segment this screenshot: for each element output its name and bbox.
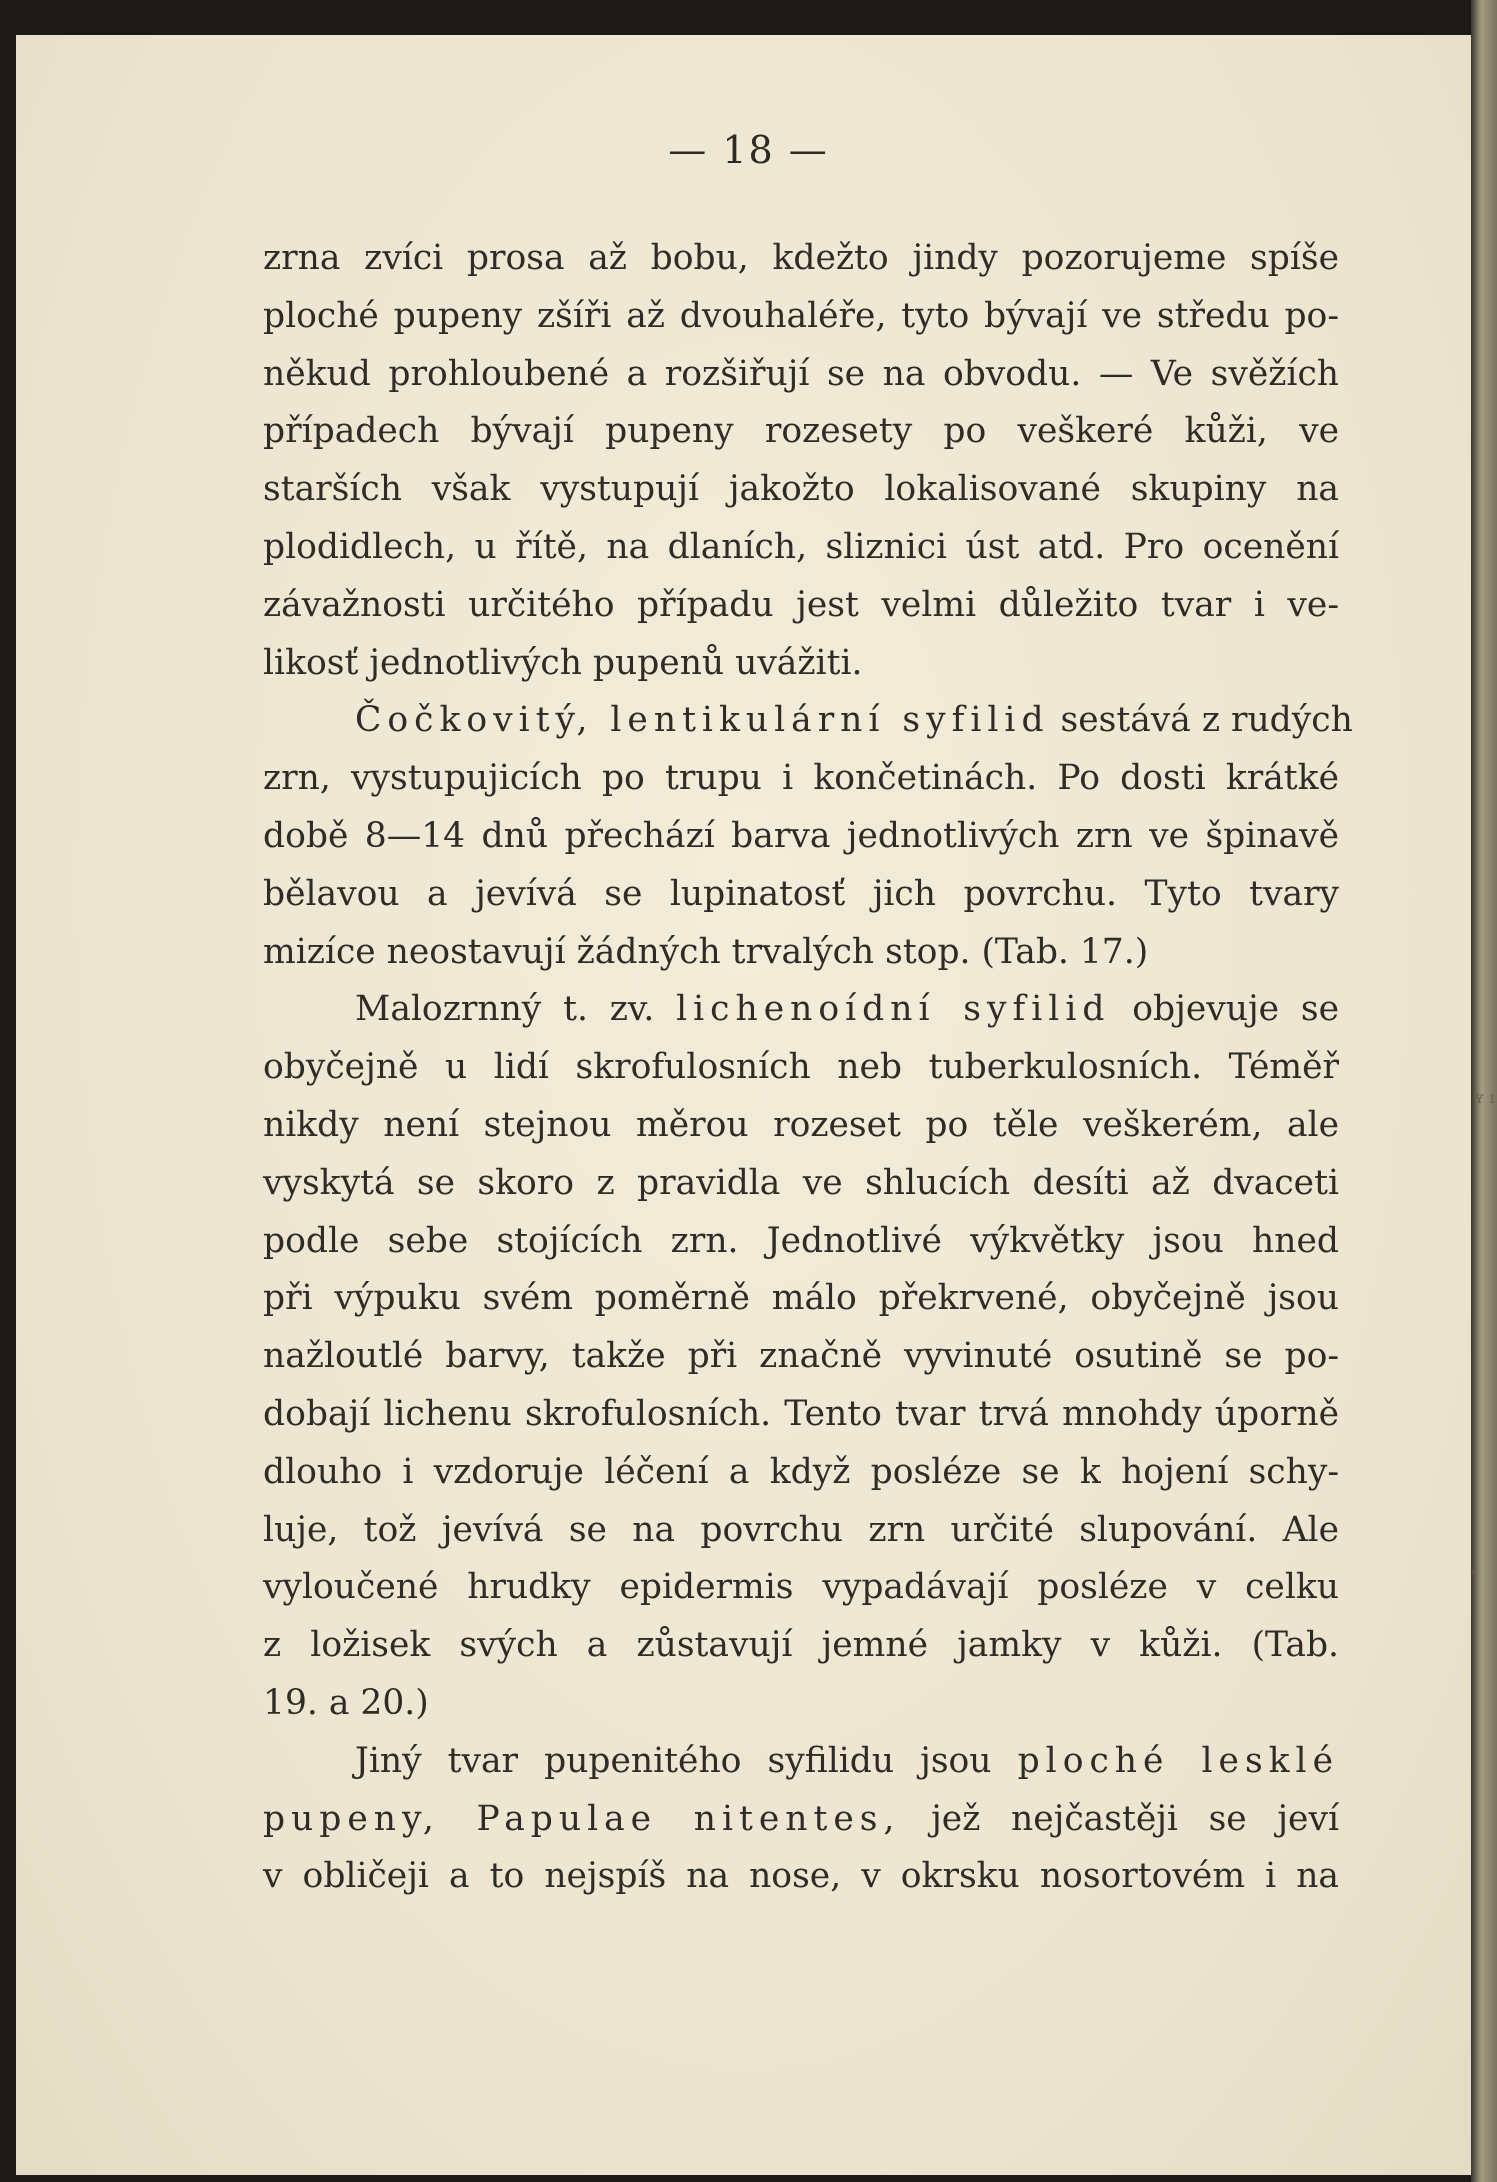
text-line: někud prohloubené a rozšiřují se na obvodu. — Ve svěžích (263, 353, 1339, 394)
text-line: vyskytá se skoro z pravidla ve shlucích desíti až dvaceti (263, 1162, 1339, 1203)
text-line: ploché pupeny zšíři až dvouhaléře, tyto bývají ve středu po- (263, 295, 1339, 336)
text-line (263, 692, 1353, 750)
text-line: luje, tož jevívá se na povrchu zrn určité slupování. Ale (263, 1509, 1339, 1550)
text-line (263, 981, 1339, 1039)
text-run: sestává z rudých (1049, 700, 1353, 741)
text-line: likosť jednotlivých pupenů uvážiti. (263, 642, 863, 683)
text-line: nažloutlé barvy, takže při značně vyvinuté osutině se po- (263, 1336, 1339, 1377)
text-line: dobají lichenu skrofulosních. Tento tvar trvá mnohdy úporně (263, 1393, 1339, 1434)
text-line (263, 1733, 1339, 1791)
page-number: — 18 — (668, 128, 829, 172)
text-line: zrna zvíci prosa až bobu, kdežto jindy pozorujeme spíše (263, 238, 1339, 278)
margin-mark: › (1470, 1562, 1477, 1581)
text-line (263, 1791, 1339, 1849)
text-line: dlouho i vzdoruje léčení a když posléze se k hojení schy- (263, 1451, 1339, 1492)
text-line: podle sebe stojících zrn. Jednotlivé výkvětky jsou hned (263, 1220, 1339, 1261)
text-run: jež nejčastěji se jeví (900, 1798, 1339, 1839)
spaced-term: Čočkovitý, lentikulární syfilid (355, 700, 1050, 741)
text-line: zrn, vystupujicích po trupu i končetinách. Po dosti krátké (263, 758, 1339, 799)
text-run: Malozrnný t. zv. (355, 989, 677, 1030)
spaced-term: ploché lesklé (1017, 1740, 1340, 1781)
text-line: době 8—14 dnů přechází barva jednotlivých zrn ve špinavě (263, 815, 1339, 856)
text-run: Jiný tvar pupenitého syfilidu jsou (355, 1740, 1018, 1781)
text-line: případech bývají pupeny rozesety po veškeré kůži, ve (263, 411, 1339, 452)
spaced-term: lichenoídní syfilid (676, 989, 1111, 1030)
text-line: obyčejně u lidí skrofulosních neb tuberkulosních. Téměř (263, 1047, 1339, 1088)
text-line: vyloučené hrudky epidermis vypadávají posléze v celku (263, 1567, 1339, 1608)
text-line: nikdy není stejnou měrou rozeset po těle veškerém, ale (263, 1104, 1339, 1145)
margin-mark: ʏ ɪ (1474, 1088, 1495, 1107)
text-line: z ložisek svých a zůstavují jemné jamky v kůži. (Tab. (263, 1625, 1339, 1666)
text-line: 19. a 20.) (263, 1682, 429, 1723)
text-line: v obličeji a to nejspíš na nose, v okrsku nosortovém i na (263, 1856, 1339, 1897)
text-line: bělavou a jevívá se lupinatosť jich povrchu. Tyto tvary (263, 873, 1339, 914)
text-run: objevuje se (1110, 989, 1339, 1030)
body-text (263, 230, 1353, 1906)
spaced-term: pupeny, Papulae nitentes, (263, 1798, 901, 1839)
text-line: při výpuku svém poměrně málo překrvené, obyčejně jsou (263, 1278, 1339, 1319)
text-line: mizíce neostavují žádných trvalých stop. (Tab. 17.) (263, 931, 1149, 972)
text-line: starších však vystupují jakožto lokalisované skupiny na (263, 469, 1339, 510)
text-line: závažnosti určitého případu jest velmi důležito tvar i ve- (263, 584, 1339, 625)
text-line: plodidlech, u řítě, na dlaních, sliznici úst atd. Pro ocenění (263, 526, 1339, 567)
